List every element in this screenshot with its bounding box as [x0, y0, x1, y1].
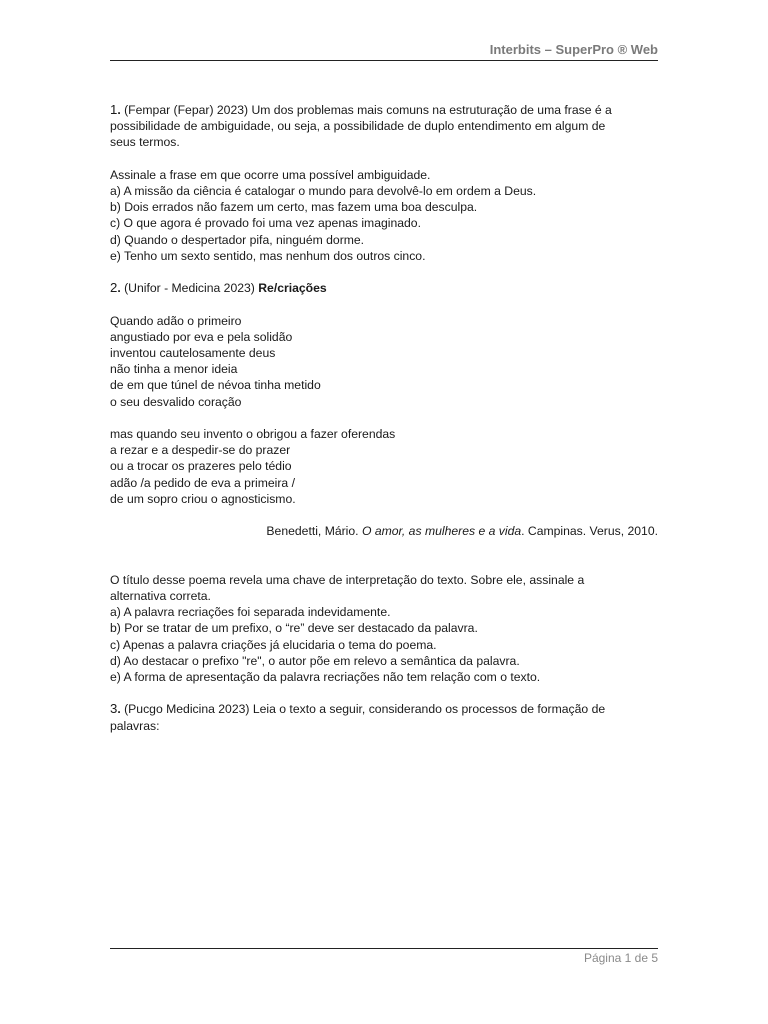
- question-3-intro: [110, 701, 658, 717]
- poem-line: adão /a pedido de eva a primeira /: [110, 475, 295, 490]
- poem-line: o seu desvalido coração: [110, 394, 242, 409]
- page-footer: [110, 948, 658, 965]
- question-1-intro: [110, 102, 658, 118]
- poem-line: não tinha a menor ideia: [110, 362, 238, 377]
- question-1-intro-line2: possibilidade de ambiguidade, ou seja, a possibilidade de duplo entendimento em algum de: [110, 119, 606, 134]
- question-number-dot: .: [117, 103, 121, 117]
- option-e: e) A forma de apresentação da palavra recriações não tem relação com o texto.: [110, 670, 541, 684]
- poem-line: mas quando seu invento o obrigou a fazer oferendas: [110, 427, 396, 441]
- question-number-dot: .: [117, 702, 121, 717]
- question-number: 2: [110, 280, 118, 296]
- question-2-prompt: O título desse poema revela uma chave de interpretação do texto. Sobre ele, assinale a: [110, 572, 585, 587]
- question-2-intro: [110, 280, 658, 296]
- source-author: Benedetti, Mário.: [266, 524, 362, 539]
- poem-line: de um sopro criou o agnosticismo.: [110, 491, 296, 506]
- option-d: d) Ao destacar o prefixo "re", o autor põe em relevo a semântica da palavra.: [110, 653, 520, 668]
- option-b: b) Por se tratar de um prefixo, o “re” deve ser destacado da palavra.: [110, 621, 478, 636]
- question-number: 3: [110, 701, 118, 717]
- option-d: d) Quando o despertador pifa, ninguém dorme.: [110, 232, 365, 247]
- poem-line: inventou cautelosamente deus: [110, 346, 276, 360]
- poem-title: Re/criações: [258, 281, 327, 296]
- question-intro-text: (Pucgo Medicina 2023) Leia o texto a seguir, considerando os processos de formação de: [120, 702, 606, 717]
- poem-line: Quando adão o primeiro: [110, 313, 242, 328]
- option-b: b) Dois errados não fazem um certo, mas fazem uma boa desculpa.: [110, 200, 478, 215]
- poem-line: a rezar e a despedir-se do prazer: [110, 443, 291, 458]
- question-1-prompt: Assinale a frase em que ocorre uma possível ambiguidade.: [110, 167, 431, 182]
- source-work: O amor, as mulheres e a vida: [361, 524, 522, 539]
- question-number: 1: [110, 102, 118, 117]
- option-a: a) A palavra recriações foi separada indevidamente.: [110, 605, 391, 620]
- source-rest: . Campinas. Verus, 2010.: [521, 524, 658, 539]
- question-2: [110, 280, 658, 685]
- question-number-dot: .: [117, 281, 121, 296]
- document-body: [110, 102, 658, 734]
- option-a: a) A missão da ciência é catalogar o mundo para devolvê-lo em ordem a Deus.: [110, 184, 537, 198]
- question-2-prompt-line2: alternativa correta.: [110, 588, 211, 603]
- poem-line: de em que túnel de névoa tinha metido: [110, 378, 321, 393]
- question-intro-text: (Fempar (Fepar) 2023) Um dos problemas mais comuns na estruturação de uma frase é a: [120, 103, 612, 117]
- page-header: [110, 40, 658, 61]
- option-e: e) Tenho um sexto sentido, mas nenhum dos outros cinco.: [110, 248, 426, 263]
- question-1: [110, 102, 658, 264]
- option-c: c) O que agora é provado foi uma vez apenas imaginado.: [110, 216, 421, 231]
- question-intro-text: (Unifor - Medicina 2023): [120, 281, 259, 296]
- option-c: c) Apenas a palavra criações já elucidaria o tema do poema.: [110, 637, 437, 652]
- poem-source: [110, 523, 658, 539]
- page-number: Página 1 de 5: [583, 951, 658, 965]
- question-3: [110, 701, 658, 733]
- poem-line: angustiado por eva e pela solidão: [110, 329, 293, 344]
- question-3-intro-line2: palavras:: [110, 718, 160, 733]
- header-title: Interbits – SuperPro ® Web: [489, 42, 658, 57]
- poem-line: ou a trocar os prazeres pelo tédio: [110, 459, 292, 474]
- question-1-intro-line3: seus termos.: [110, 135, 180, 150]
